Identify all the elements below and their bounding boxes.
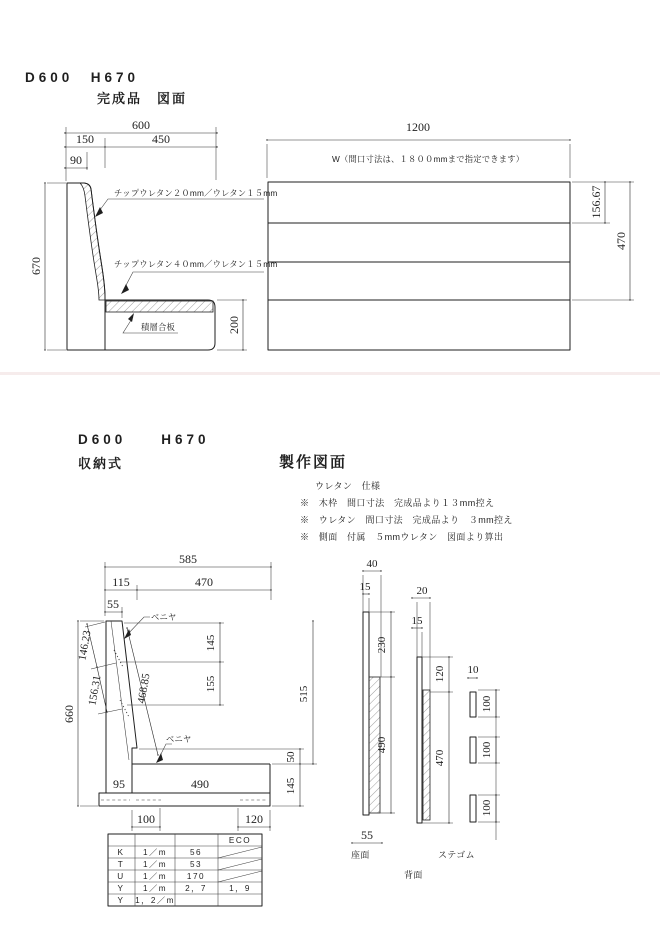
backrest-padding-hatch — [80, 183, 105, 300]
table-header-eco: ECO — [228, 836, 252, 845]
bottom-subtitle: 収納式 — [78, 456, 124, 471]
back-board-plate — [417, 657, 422, 823]
dim-120-back: 120 — [434, 665, 446, 683]
seat-board-plate — [363, 612, 369, 815]
dim-200: 200 — [227, 316, 241, 334]
dim-585: 585 — [179, 552, 197, 566]
table-cell: 1／m — [142, 884, 168, 893]
table-cell: Y — [117, 884, 125, 893]
note-3: ※ 側面 付属 ５mmウレタン 図面より算出 — [300, 532, 504, 542]
rubber-foot — [470, 737, 476, 763]
rubber-feet-label: ステゴム — [438, 850, 476, 860]
note-2: ※ ウレタン 間口寸法 完成品より ３mm控え — [300, 515, 513, 525]
dim-470-back: 470 — [434, 749, 446, 767]
note-spec: ウレタン 仕様 — [315, 481, 381, 491]
table-cell: 56 — [189, 848, 203, 857]
dim-100-frame: 100 — [137, 812, 155, 826]
dim-145-upper: 145 — [205, 634, 217, 652]
seat-surface-label: 座面 — [351, 850, 370, 860]
table-cell: T — [117, 860, 125, 869]
dim-470-front: 470 — [614, 232, 628, 250]
rubber-feet-detail — [438, 664, 500, 860]
dim-115: 115 — [112, 575, 130, 589]
dim-15-seat: 15 — [359, 581, 371, 593]
table-cell: 1／m — [142, 848, 168, 857]
urethane-back-label: チップウレタン２０mm／ウレタン１５mm — [114, 188, 278, 198]
dim-40: 40 — [366, 558, 378, 570]
dim-15-back: 15 — [411, 615, 423, 627]
dim-50: 50 — [285, 751, 297, 763]
frame-side-view — [62, 552, 317, 831]
back-surface-label: 背面 — [404, 870, 423, 880]
side-view — [29, 118, 277, 350]
table-cell: 1，2／m — [135, 896, 175, 905]
urethane-seat-label: チップウレタン４０mm／ウレタン１５mm — [114, 259, 278, 269]
table-cell: 53 — [189, 860, 203, 869]
base-rail — [99, 793, 270, 806]
table-cell: K — [117, 848, 125, 857]
back-board-section — [404, 585, 453, 880]
front-panel-outline — [268, 182, 570, 350]
table-cell: 2，7 — [185, 884, 207, 893]
dim-156-67: 156.67 — [589, 185, 603, 219]
seat-padding-hatch — [106, 301, 213, 312]
dim-95: 95 — [113, 777, 125, 791]
back-board-urethane — [423, 690, 430, 820]
dim-150: 150 — [76, 132, 94, 146]
dim-55-seat: 55 — [361, 828, 373, 842]
dim-230: 230 — [376, 636, 388, 654]
dim-600: 600 — [132, 118, 150, 132]
table-cell: 1／m — [142, 860, 168, 869]
leader-arrow — [95, 207, 103, 217]
production-heading: 製作図面 — [279, 454, 348, 471]
seat-board-section — [298, 558, 395, 860]
plywood-seat-label: ベニヤ — [166, 734, 192, 744]
rubber-foot — [470, 795, 476, 822]
dim-100-b: 100 — [481, 741, 493, 759]
finished-product-drawing — [25, 70, 634, 350]
dim-490-board: 490 — [376, 736, 388, 754]
dim-490-seat: 490 — [191, 777, 209, 791]
dim-100-a: 100 — [481, 695, 493, 713]
dim-146-23: 146.23 — [76, 629, 94, 662]
top-subtitle: 完成品 図面 — [97, 91, 188, 106]
dim-90: 90 — [70, 153, 82, 167]
leader-arrow — [156, 753, 163, 763]
plywood-label: 積層合板 — [141, 322, 175, 332]
plywood-top-label: ベニヤ — [151, 612, 177, 622]
rubber-foot — [470, 692, 476, 717]
dim-20: 20 — [416, 585, 428, 597]
dim-156-31: 156.31 — [86, 674, 104, 707]
table-cell: 1／m — [142, 872, 168, 881]
dim-670: 670 — [29, 257, 43, 275]
leader-arrow — [128, 313, 134, 322]
table-cell: Y — [117, 896, 125, 905]
dim-660: 660 — [62, 705, 76, 723]
dim-1200: 1200 — [406, 120, 430, 134]
dim-470-frame: 470 — [195, 575, 213, 589]
table-cell: 170 — [186, 872, 206, 881]
width-note: W（間口寸法は、１８００mmまで指定できます） — [332, 154, 525, 164]
dim-100-c: 100 — [481, 799, 493, 817]
production-drawing — [62, 432, 513, 906]
table-cell: 1，9 — [229, 884, 251, 893]
top-title: D600 H670 — [25, 70, 140, 85]
dim-468-85: 468.85 — [135, 672, 153, 705]
bottom-title: D600 H670 — [78, 432, 210, 447]
front-view — [267, 120, 634, 350]
dim-55-frame: 55 — [107, 597, 119, 611]
note-1: ※ 木枠 間口寸法 完成品より１３mm控え — [300, 498, 495, 508]
dim-120: 120 — [245, 812, 263, 826]
leader-arrow — [121, 284, 129, 294]
dim-145-lower: 145 — [285, 777, 297, 795]
dim-450: 450 — [152, 132, 170, 146]
spec-table — [108, 834, 262, 906]
dim-515: 515 — [298, 685, 310, 703]
dim-155: 155 — [205, 675, 217, 693]
table-cell: U — [117, 872, 125, 881]
dim-10: 10 — [467, 664, 479, 676]
